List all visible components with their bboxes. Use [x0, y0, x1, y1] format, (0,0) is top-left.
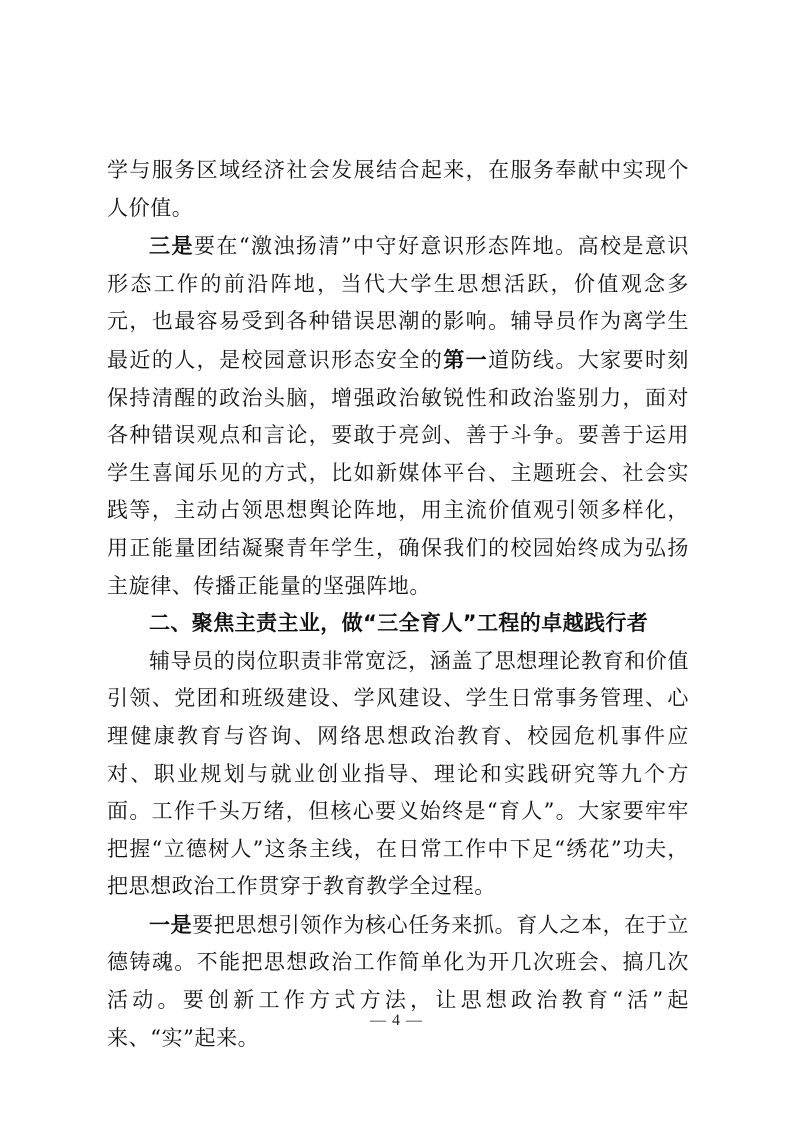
- paragraph-continuation: 学与服务区域经济社会发展结合起来，在服务奉献中实现个人价值。: [107, 158, 689, 220]
- paragraph-point-three: [107, 227, 689, 605]
- point-three-text-a: 要在“激浊扬清”中守好意识形态阵地。高校是意识形态工作的前沿阵地，当代大学生思想活跃，价值观念多元，也最容易受到各种错误思潮的影响。辅导员作为离学生最近的人，是校园意识形态安全的: [107, 234, 689, 372]
- point-three-lead: 三是: [149, 233, 194, 259]
- point-one-text: 要把思想引领作为核心任务来抓。育人之本，在于立德铸魂。不能把思想政治工作简单化为开几次班会、搞几次活动。要创新工作方式方法，让思想政治教育“活”起来、“实”起来。: [107, 912, 690, 1050]
- paragraph-duties: 辅导员的岗位职责非常宽泛，涵盖了思想理论教育和价值引领、党团和班级建设、学风建设、学生日常事务管理、心理健康教育与咨询、网络思想政治教育、校园危机事件应对、职业规划与就业创业指导、理论和实践研究等九个方面。工作千头万绪，但核心要义始终是“育人”。大家要牢牢把握“立德树人”这条主线，在日常工作中下足“绣花”功夫，把思想政治工作贯穿于教育教学全过程。: [107, 648, 689, 899]
- page-number: — 4 —: [370, 1012, 423, 1029]
- point-one-lead: 一是: [149, 911, 193, 937]
- section-heading-two: 二、聚焦主责主业，做“三全育人”工程的卓越践行者: [149, 611, 649, 636]
- paragraph-point-one: [107, 906, 689, 1057]
- emphasis-first: 第一: [443, 346, 489, 372]
- document-body: [107, 152, 689, 1057]
- point-three-text-b: 道防线。大家要时刻保持清醒的政治头脑，增强政治敏锐性和政治鉴别力，面对各种错误观点和言论，要敢于亮剑、善于斗争。要善于运用学生喜闻乐见的方式，比如新媒体平台、主题班会、社会实践等，主动占领思想舆论阵地，用主流价值观引领多样化，用正能量团结凝聚青年学生，确保我们的校园始终成为弘扬主旋律、传播正能量的坚强阵地。: [107, 347, 690, 598]
